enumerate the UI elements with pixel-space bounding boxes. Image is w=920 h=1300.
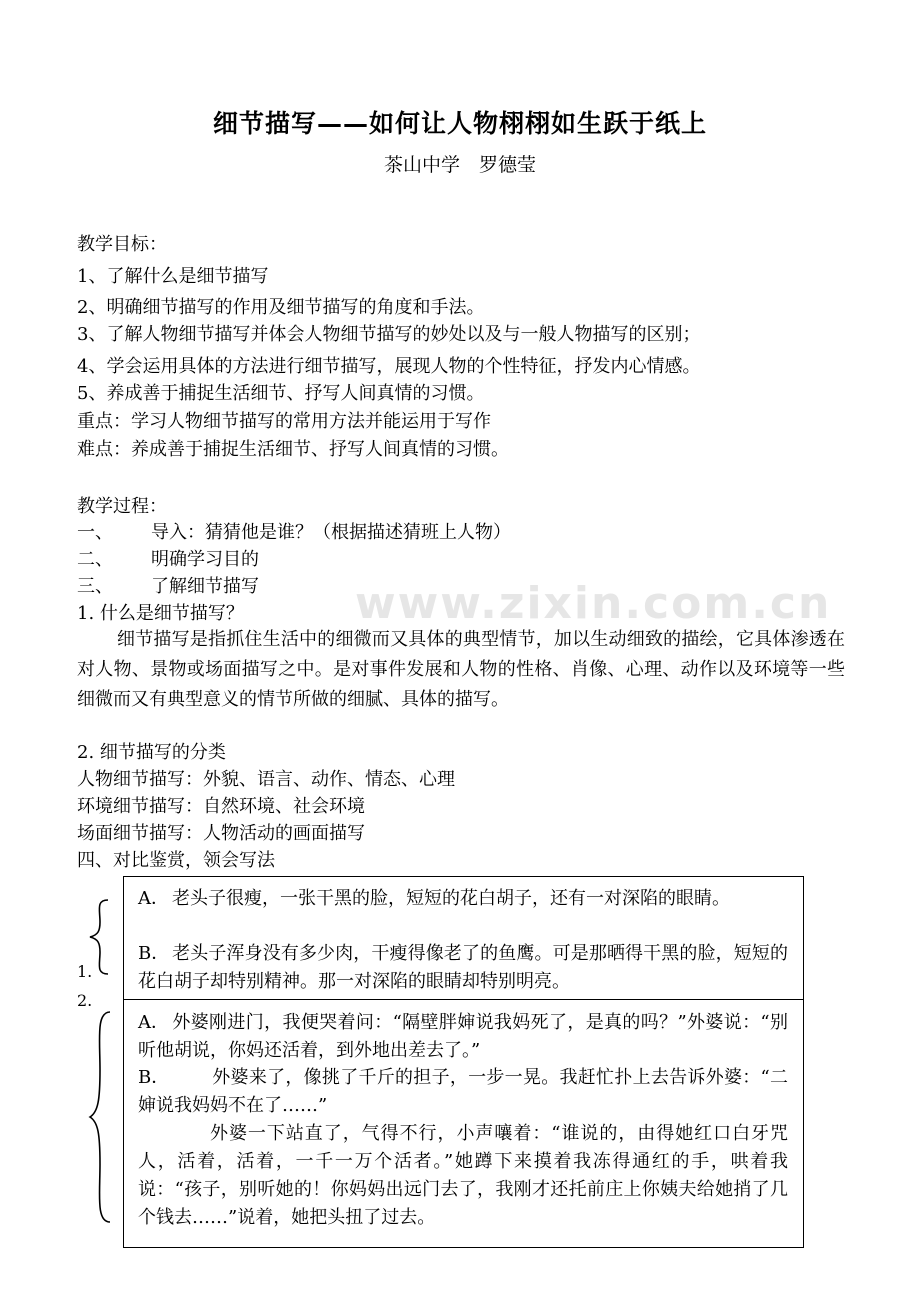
entry-text: 外婆刚进门，我便哭着问：“隔壁胖婶说我妈死了，是真的吗？”外婆说：“别听他胡说，你妈还活着，到外地出差去了。” (138, 1012, 788, 1061)
entry-label: A． (138, 888, 169, 909)
entry-label: A． (138, 1012, 169, 1033)
key-point: 重点：学习人物细节描写的常用方法并能运用于写作 (77, 411, 491, 432)
comparison-entry-a (138, 1009, 788, 1065)
entry-text: 老头子浑身没有多少肉，干瘦得像老了的鱼鹰。可是那晒得干黑的脸，短短的花白胡子却特别精神。那一对深陷的眼睛却特别明亮。 (138, 943, 788, 992)
comparison-box-1 (123, 876, 804, 1000)
goal-item: 5、养成善于捕捉生活细节、抒写人间真情的习惯。 (77, 383, 485, 404)
step-number: 二、 (77, 549, 113, 570)
step-number: 三、 (77, 576, 113, 597)
goal-item: 2、明确细节描写的作用及细节描写的角度和手法。 (77, 297, 485, 318)
comparison-entry-b (138, 1064, 788, 1232)
entry-text-continued: 外婆一下站直了，气得不行，小声嚷着：“谁说的，由得她红口白牙咒人，活着，活着，一千一万个活者。”她蹲下来摸着我冻得通红的手，哄着我说：“孩子，别听她的！你妈妈出远门去了，我刚才还托前庄上你姨夫给她捎了几个钱去……”说着，她把头扭了过去。 (138, 1123, 788, 1228)
step-text: 了解细节描写 (151, 576, 259, 597)
process-step (77, 547, 259, 573)
step-number: 一、 (77, 522, 113, 543)
goal-item: 1、了解什么是细节描写 (77, 266, 269, 287)
step-text: 导入：猜猜他是谁？（根据描述猜班上人物） (151, 522, 511, 543)
category-item: 人物细节描写：外貌、语言、动作、情态、心理 (77, 769, 455, 790)
step-text: 明确学习目的 (151, 549, 259, 570)
process-step (77, 520, 511, 546)
section-heading: 四、对比鉴赏，领会写法 (77, 850, 275, 871)
watermark: www.zixin.com.cn (355, 578, 832, 629)
category-item: 环境细节描写：自然环境、社会环境 (77, 796, 365, 817)
comparison-entry-b (138, 940, 788, 996)
comparison-box-2 (123, 999, 804, 1248)
process-heading: 教学过程： (77, 496, 167, 517)
author-line: 茶山中学 罗德莹 (383, 154, 536, 176)
group-number: 1. (77, 962, 93, 981)
entry-label: B． (138, 1067, 170, 1088)
entry-text: 老头子很瘦，一张干黑的脸，短短的花白胡子，还有一对深陷的眼睛。 (172, 888, 730, 909)
category-item: 场面细节描写：人物活动的画面描写 (77, 823, 365, 844)
definition-paragraph: 细节描写是指抓住生活中的细微而又具体的典型情节，加以生动细致的描绘，它具体渗透在对人物、景物或场面描写之中。是对事件发展和人物的性格、肖像、心理、动作以及环境等一些细微而又有典型意义的情节所做的细腻、具体的描写。 (77, 629, 845, 710)
question-heading: 1. 什么是细节描写？ (77, 603, 244, 624)
process-step (77, 574, 259, 600)
goal-item: 3、了解人物细节描写并体会人物细节描写的妙处以及与一般人物描写的区别； (77, 324, 701, 345)
difficulty-point: 难点：养成善于捕捉生活细节、抒写人间真情的习惯。 (77, 439, 509, 460)
entry-text: 外婆来了，像挑了千斤的担子，一步一晃。我赶忙扑上去告诉外婆：“二婶说我妈妈不在了……” (138, 1067, 788, 1116)
group-number: 2. (77, 991, 93, 1010)
left-brace-icon (86, 1010, 116, 1224)
question-heading: 2. 细节描写的分类 (77, 742, 226, 763)
goal-item: 4、学会运用具体的方法进行细节描写，展现人物的个性特征，抒发内心情感。 (77, 356, 701, 377)
entry-label: B． (138, 943, 170, 964)
goals-heading: 教学目标： (77, 234, 167, 255)
page-title: 细节描写——如何让人物栩栩如生跃于纸上 (212, 109, 707, 138)
comparison-entry-a (138, 885, 788, 913)
